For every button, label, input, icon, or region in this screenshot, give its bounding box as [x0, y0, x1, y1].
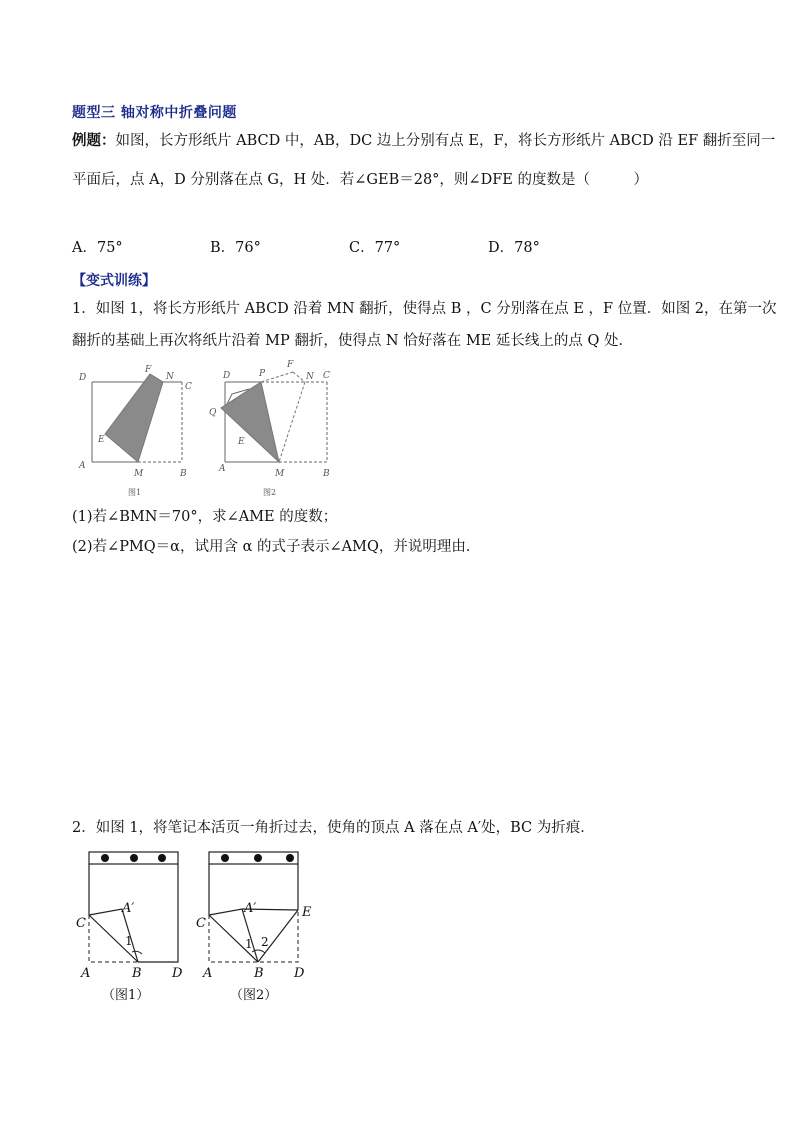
option-d: D．78° — [488, 240, 540, 256]
label-b: B — [180, 469, 187, 479]
angle-2: 2 — [261, 935, 269, 949]
binder-hole — [221, 854, 229, 862]
label-b: B — [323, 469, 330, 479]
example-line-2: 平面后，点 A，D 分别落在点 G，H 处．若∠GEB＝28°，则∠DFE 的度数是（ ） — [72, 172, 648, 188]
binder-hole — [254, 854, 262, 862]
section-title: 题型三 轴对称中折叠问题 — [72, 105, 237, 121]
label-a-prime: A′ — [122, 901, 135, 916]
q2-figure-2 — [192, 848, 322, 1008]
option-a: A．75° — [72, 240, 123, 256]
q1-sub-2: (2)若∠PMQ＝α，试用含 α 的式子表示∠AMQ，并说明理由． — [72, 539, 481, 555]
label-c: C — [185, 382, 192, 392]
label-a: A — [81, 966, 91, 981]
q2-line-1: 2．如图 1，将笔记本活页一角折过去，使角的顶点 A 落在点 A′处，BC 为折痕． — [72, 820, 595, 836]
caption-fig2: 图2 — [263, 488, 277, 497]
label-f: F — [145, 365, 152, 375]
label-f: F — [287, 360, 294, 370]
folded-flap-1 — [209, 909, 258, 962]
original-corners — [209, 910, 298, 962]
label-d: D — [294, 966, 305, 981]
option-b: B．76° — [210, 240, 261, 256]
q1-sub-1: (1)若∠BMN＝70°，求∠AME 的度数； — [72, 509, 338, 525]
angle-1: 1 — [245, 937, 253, 951]
caption-fig1: （图1） — [102, 988, 150, 1003]
q1-figure-1 — [70, 362, 200, 502]
example-line-1 — [72, 131, 775, 151]
label-d: D — [172, 966, 183, 981]
label-d: D — [79, 373, 87, 383]
q2-figure-1 — [72, 848, 192, 1008]
label-c: C — [76, 916, 86, 931]
label-m: M — [275, 469, 285, 479]
label-a: A — [79, 461, 86, 471]
folded-region — [221, 382, 279, 462]
option-c: C．77° — [349, 240, 401, 256]
label-n: N — [306, 372, 314, 382]
binder-hole — [101, 854, 109, 862]
label-c: C — [323, 371, 330, 381]
label-m: M — [134, 469, 144, 479]
folded-region — [105, 374, 163, 462]
label-q: Q — [209, 408, 217, 418]
q1-figure-2 — [205, 356, 345, 502]
label-a: A — [219, 464, 226, 474]
caption-fig2: （图2） — [230, 988, 278, 1003]
label-d: D — [223, 371, 231, 381]
label-a-prime: A′ — [244, 901, 257, 916]
caption-fig1: 图1 — [128, 488, 142, 497]
label-e: E — [302, 905, 312, 920]
example-text-1: 如图，长方形纸片 ABCD 中，AB，DC 边上分别有点 E，F，将长方形纸片 ABCD 沿 EF 翻折至同一 — [115, 133, 776, 149]
q1-line-2: 翻折的基础上再次将纸片沿着 MP 翻折，使得点 N 恰好落在 ME 延长线上的点 Q 处． — [72, 333, 633, 349]
binder-hole — [130, 854, 138, 862]
label-a: A — [203, 966, 213, 981]
label-c: C — [196, 916, 206, 931]
label-e: E — [98, 435, 105, 445]
binder-hole — [286, 854, 294, 862]
label-n: N — [166, 372, 174, 382]
label-e: E — [238, 437, 245, 447]
binder-hole — [158, 854, 166, 862]
training-heading: 【变式训练】 — [72, 273, 156, 289]
example-label: 例题： — [72, 133, 116, 149]
angle-1: 1 — [125, 934, 133, 948]
label-b: B — [132, 966, 142, 981]
label-b: B — [254, 966, 264, 981]
q1-line-1: 1．如图 1，将长方形纸片 ABCD 沿着 MN 翻折，使得点 B ，C 分别落在点 E ，F 位置．如图 2，在第一次 — [72, 301, 777, 317]
label-p: P — [259, 369, 266, 379]
